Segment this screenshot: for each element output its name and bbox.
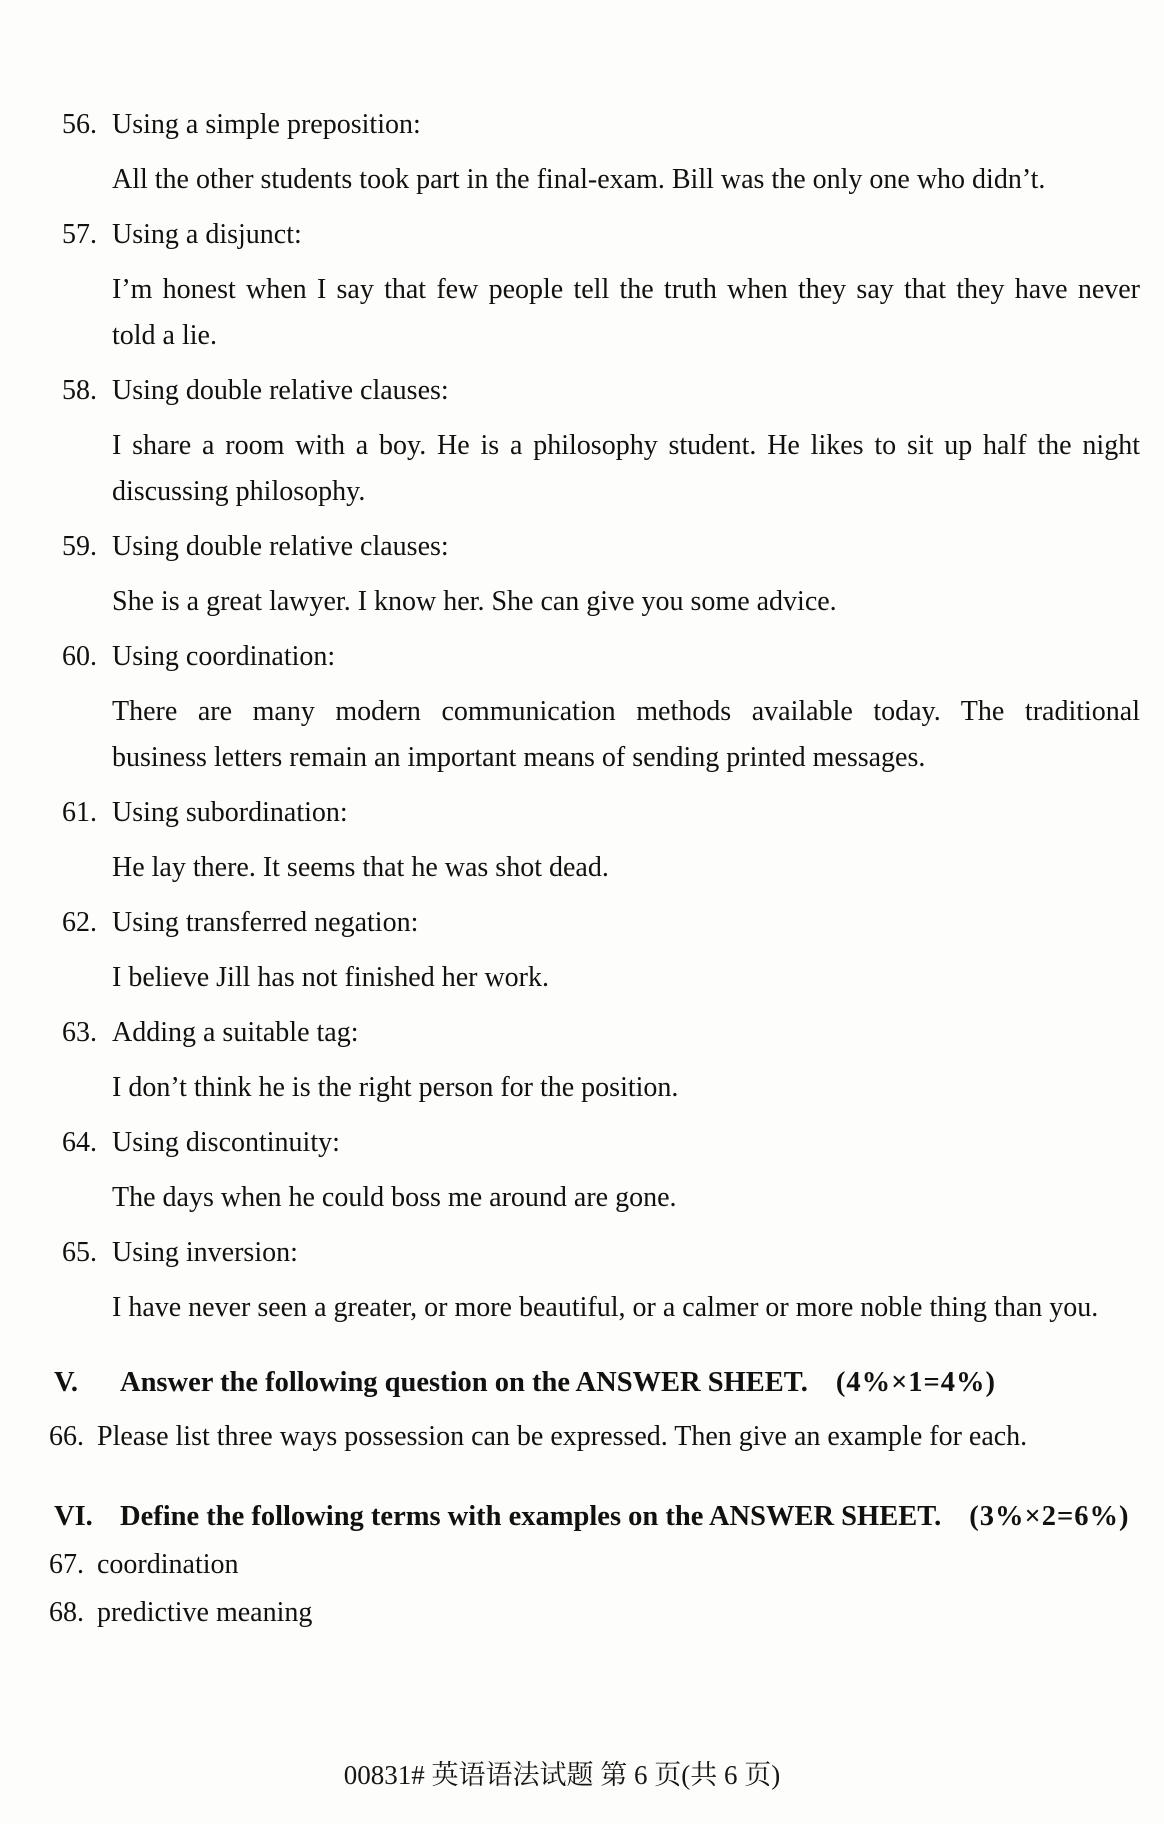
question-number: 57. [62, 219, 97, 250]
question-label: Using transferred negation: [112, 907, 419, 938]
question-65 [62, 1239, 1140, 1331]
question-number: 58. [62, 375, 97, 406]
question-example [112, 579, 1140, 625]
question-number: 68. [49, 1597, 84, 1628]
question-58 [62, 377, 1140, 515]
question-number: 63. [62, 1017, 97, 1048]
question-text: predictive meaning [97, 1597, 313, 1628]
question-example [112, 955, 1140, 1001]
example-line: I believe Jill has not finished her work. [112, 962, 550, 993]
example-line: discussing philosophy. [112, 476, 366, 507]
question-63 [62, 1019, 1140, 1111]
example-line: business letters remain an important means of sending printed messages. [112, 742, 926, 773]
question-61 [62, 799, 1140, 891]
example-line: I’m honest when I say that few people tell the truth when they say that they have never [112, 274, 1140, 305]
page-footer: 00831# 英语语法试题 第 6 页(共 6 页) [343, 1760, 781, 1790]
example-line: I don’t think he is the right person for the position. [112, 1072, 679, 1103]
question-label: Using double relative clauses: [112, 531, 449, 562]
question-label: Adding a suitable tag: [112, 1017, 359, 1048]
question-number: 66. [49, 1421, 84, 1452]
section-title: Define the following terms with examples on the ANSWER SHEET. [120, 1501, 942, 1532]
example-line: She is a great lawyer. I know her. She can give you some advice. [112, 586, 837, 617]
question-example [112, 267, 1140, 359]
example-line: told a lie. [112, 320, 217, 351]
question-number: 64. [62, 1127, 97, 1158]
question-60 [62, 643, 1140, 781]
example-line: He lay there. It seems that he was shot dead. [112, 852, 609, 883]
question-text: Please list three ways possession can be expressed. Then give an example for each. [97, 1421, 1028, 1452]
section-score: (4%×1=4%) [835, 1367, 997, 1398]
question-label: Using a simple preposition: [112, 109, 421, 140]
question-68 [49, 1599, 1140, 1627]
question-66 [49, 1423, 1140, 1451]
section-score: (3%×2=6%) [969, 1501, 1130, 1532]
question-example [112, 157, 1140, 203]
question-number: 67. [49, 1549, 84, 1580]
question-label: Using inversion: [112, 1237, 298, 1268]
section-title: Answer the following question on the ANSWER SHEET. [120, 1367, 808, 1398]
question-example [112, 689, 1140, 781]
question-number: 60. [62, 641, 97, 672]
question-label: Using discontinuity: [112, 1127, 340, 1158]
question-number: 65. [62, 1237, 97, 1268]
example-line: I have never seen a greater, or more beautiful, or a calmer or more noble thing than you. [112, 1292, 1099, 1323]
question-number: 59. [62, 531, 97, 562]
question-67 [49, 1551, 1140, 1579]
question-56 [62, 111, 1140, 203]
question-number: 56. [62, 109, 97, 140]
question-number: 61. [62, 797, 97, 828]
example-line: There are many modern communication methods available today. The traditional [112, 696, 1140, 727]
section-number: V. [54, 1367, 79, 1398]
section-vi-heading [54, 1503, 1140, 1531]
section-number: VI. [54, 1501, 93, 1532]
question-57 [62, 221, 1140, 359]
question-label: Using double relative clauses: [112, 375, 449, 406]
question-example [112, 423, 1140, 515]
question-64 [62, 1129, 1140, 1221]
question-example [112, 1065, 1140, 1111]
question-label: Using coordination: [112, 641, 336, 672]
example-line: The days when he could boss me around are gone. [112, 1182, 677, 1213]
question-example [112, 845, 1140, 891]
question-example [112, 1285, 1140, 1331]
question-label: Using subordination: [112, 797, 348, 828]
question-example [112, 1175, 1140, 1221]
question-59 [62, 533, 1140, 625]
section-v-heading [54, 1369, 1140, 1397]
example-line: I share a room with a boy. He is a philosophy student. He likes to sit up half the night [112, 430, 1140, 461]
question-number: 62. [62, 907, 97, 938]
example-line: All the other students took part in the final-exam. Bill was the only one who didn’t. [112, 164, 1046, 195]
question-62 [62, 909, 1140, 1001]
question-label: Using a disjunct: [112, 219, 302, 250]
question-text: coordination [97, 1549, 239, 1580]
